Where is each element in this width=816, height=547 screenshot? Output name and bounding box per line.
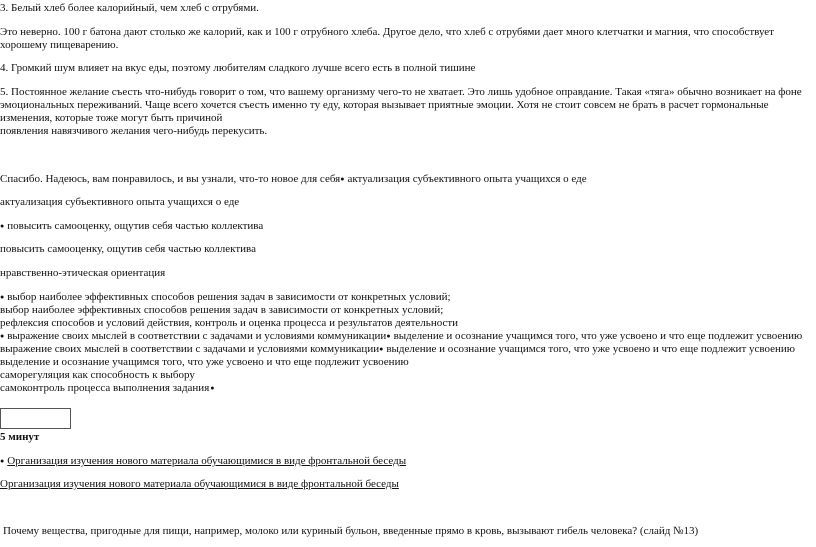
self-esteem-bullet-line: [0, 220, 263, 233]
self-regulation-line: саморегуляция как способность к выбору: [0, 369, 195, 381]
actualization-line: актуализация субъективного опыта учащихся о еде: [0, 196, 240, 208]
self-control-line: [0, 382, 215, 395]
question-line: Почему вещества, пригодные для пищи, например, молоко или куриный бульон, введенные прямо в кровь, вызывают гибель человека? (слайд №13): [3, 525, 699, 537]
thanks-bullet-text: актуализация субъективного опыта учащихся о еде: [347, 173, 587, 185]
thanks-text: Спасибо. Надеюсь, вам понравилось, и вы узнали, что-то новое для себя: [0, 173, 341, 185]
item3-title: 3. Белый хлеб более калорийный, чем хлеб с отрубями.: [0, 2, 259, 14]
choose-line: выбор наиболее эффективных способов решения задач в зависимости от конкретных условий;: [0, 304, 444, 316]
item5-text: 5. Постоянное желание съесть что-нибудь говорит о том, что вашему организму чего-то не хватает. Это лишь удобное оправдание. Такая «тяга» обычно возникает на фоне эмоциональных переживаний. Чаще всего хочется съесть именно ту еду, которая вызывает приятные эмоции. Хотя не стоит совсем не брать в расчет гормональные изменения, которые тоже могут быть причиной: [0, 86, 802, 124]
organization-line: Организация изучения нового материала обучающимися в виде фронтальной беседы: [0, 478, 399, 490]
expression-bullet-line: [0, 330, 802, 343]
organization-bullet-line: [0, 455, 406, 468]
bullet-icon: [386, 330, 393, 342]
empty-box: [0, 408, 71, 429]
time-label: 5 минут: [0, 431, 40, 443]
reflection-line: рефлексия способов и условий действия, контроль и оценка процесса и результатов деятельности: [0, 317, 459, 329]
expression-bullet-text: выражение своих мыслей в соответствии с задачами и условиями коммуникации: [7, 330, 387, 342]
thanks-line: [0, 173, 587, 186]
expression-text: выражение своих мыслей в соответствии с задачами и условиями коммуникации: [0, 343, 380, 355]
choose-bullet-text: выбор наиболее эффективных способов решения задач в зависимости от конкретных условий;: [7, 291, 451, 303]
organization-bullet-text: Организация изучения нового материала обучающимися в виде фронтальной беседы: [7, 455, 407, 467]
item4-title: 4. Громкий шум влияет на вкус еды, поэтому любителям сладкого лучше всего есть в полной тишине: [0, 62, 476, 74]
moral-line: нравственно-этическая ориентация: [0, 267, 166, 279]
choose-bullet-line: [0, 291, 451, 304]
self-control-text: самоконтроль процесса выполнения задания ●: [0, 382, 215, 394]
awareness-bullet-text: выделение и осознание учащимся того, что уже усвоено и что еще подлежит усвоению: [393, 330, 803, 342]
awareness-bullet-text: выделение и осознание учащимся того, что уже усвоено и что еще подлежит усвоению: [386, 343, 796, 355]
awareness-line: выделение и осознание учащимся того, что уже усвоено и что еще подлежит усвоению: [0, 356, 409, 368]
self-esteem-line: повысить самооценку, ощутив себя частью коллектива: [0, 243, 256, 255]
item3-text: Это неверно. 100 г батона дают столько же калорий, как и 100 г отрубного хлеба. Другое дело, что хлеб с отрубями дает много клетчатки и магния, что способствует хорошему пищеварению.: [0, 26, 774, 51]
self-esteem-bullet-text: повысить самооценку, ощутив себя частью коллектива: [7, 220, 264, 232]
item5-last-line: появления навязчивого желания чего-нибудь перекусить.: [0, 125, 268, 137]
expression-line: [0, 343, 795, 356]
